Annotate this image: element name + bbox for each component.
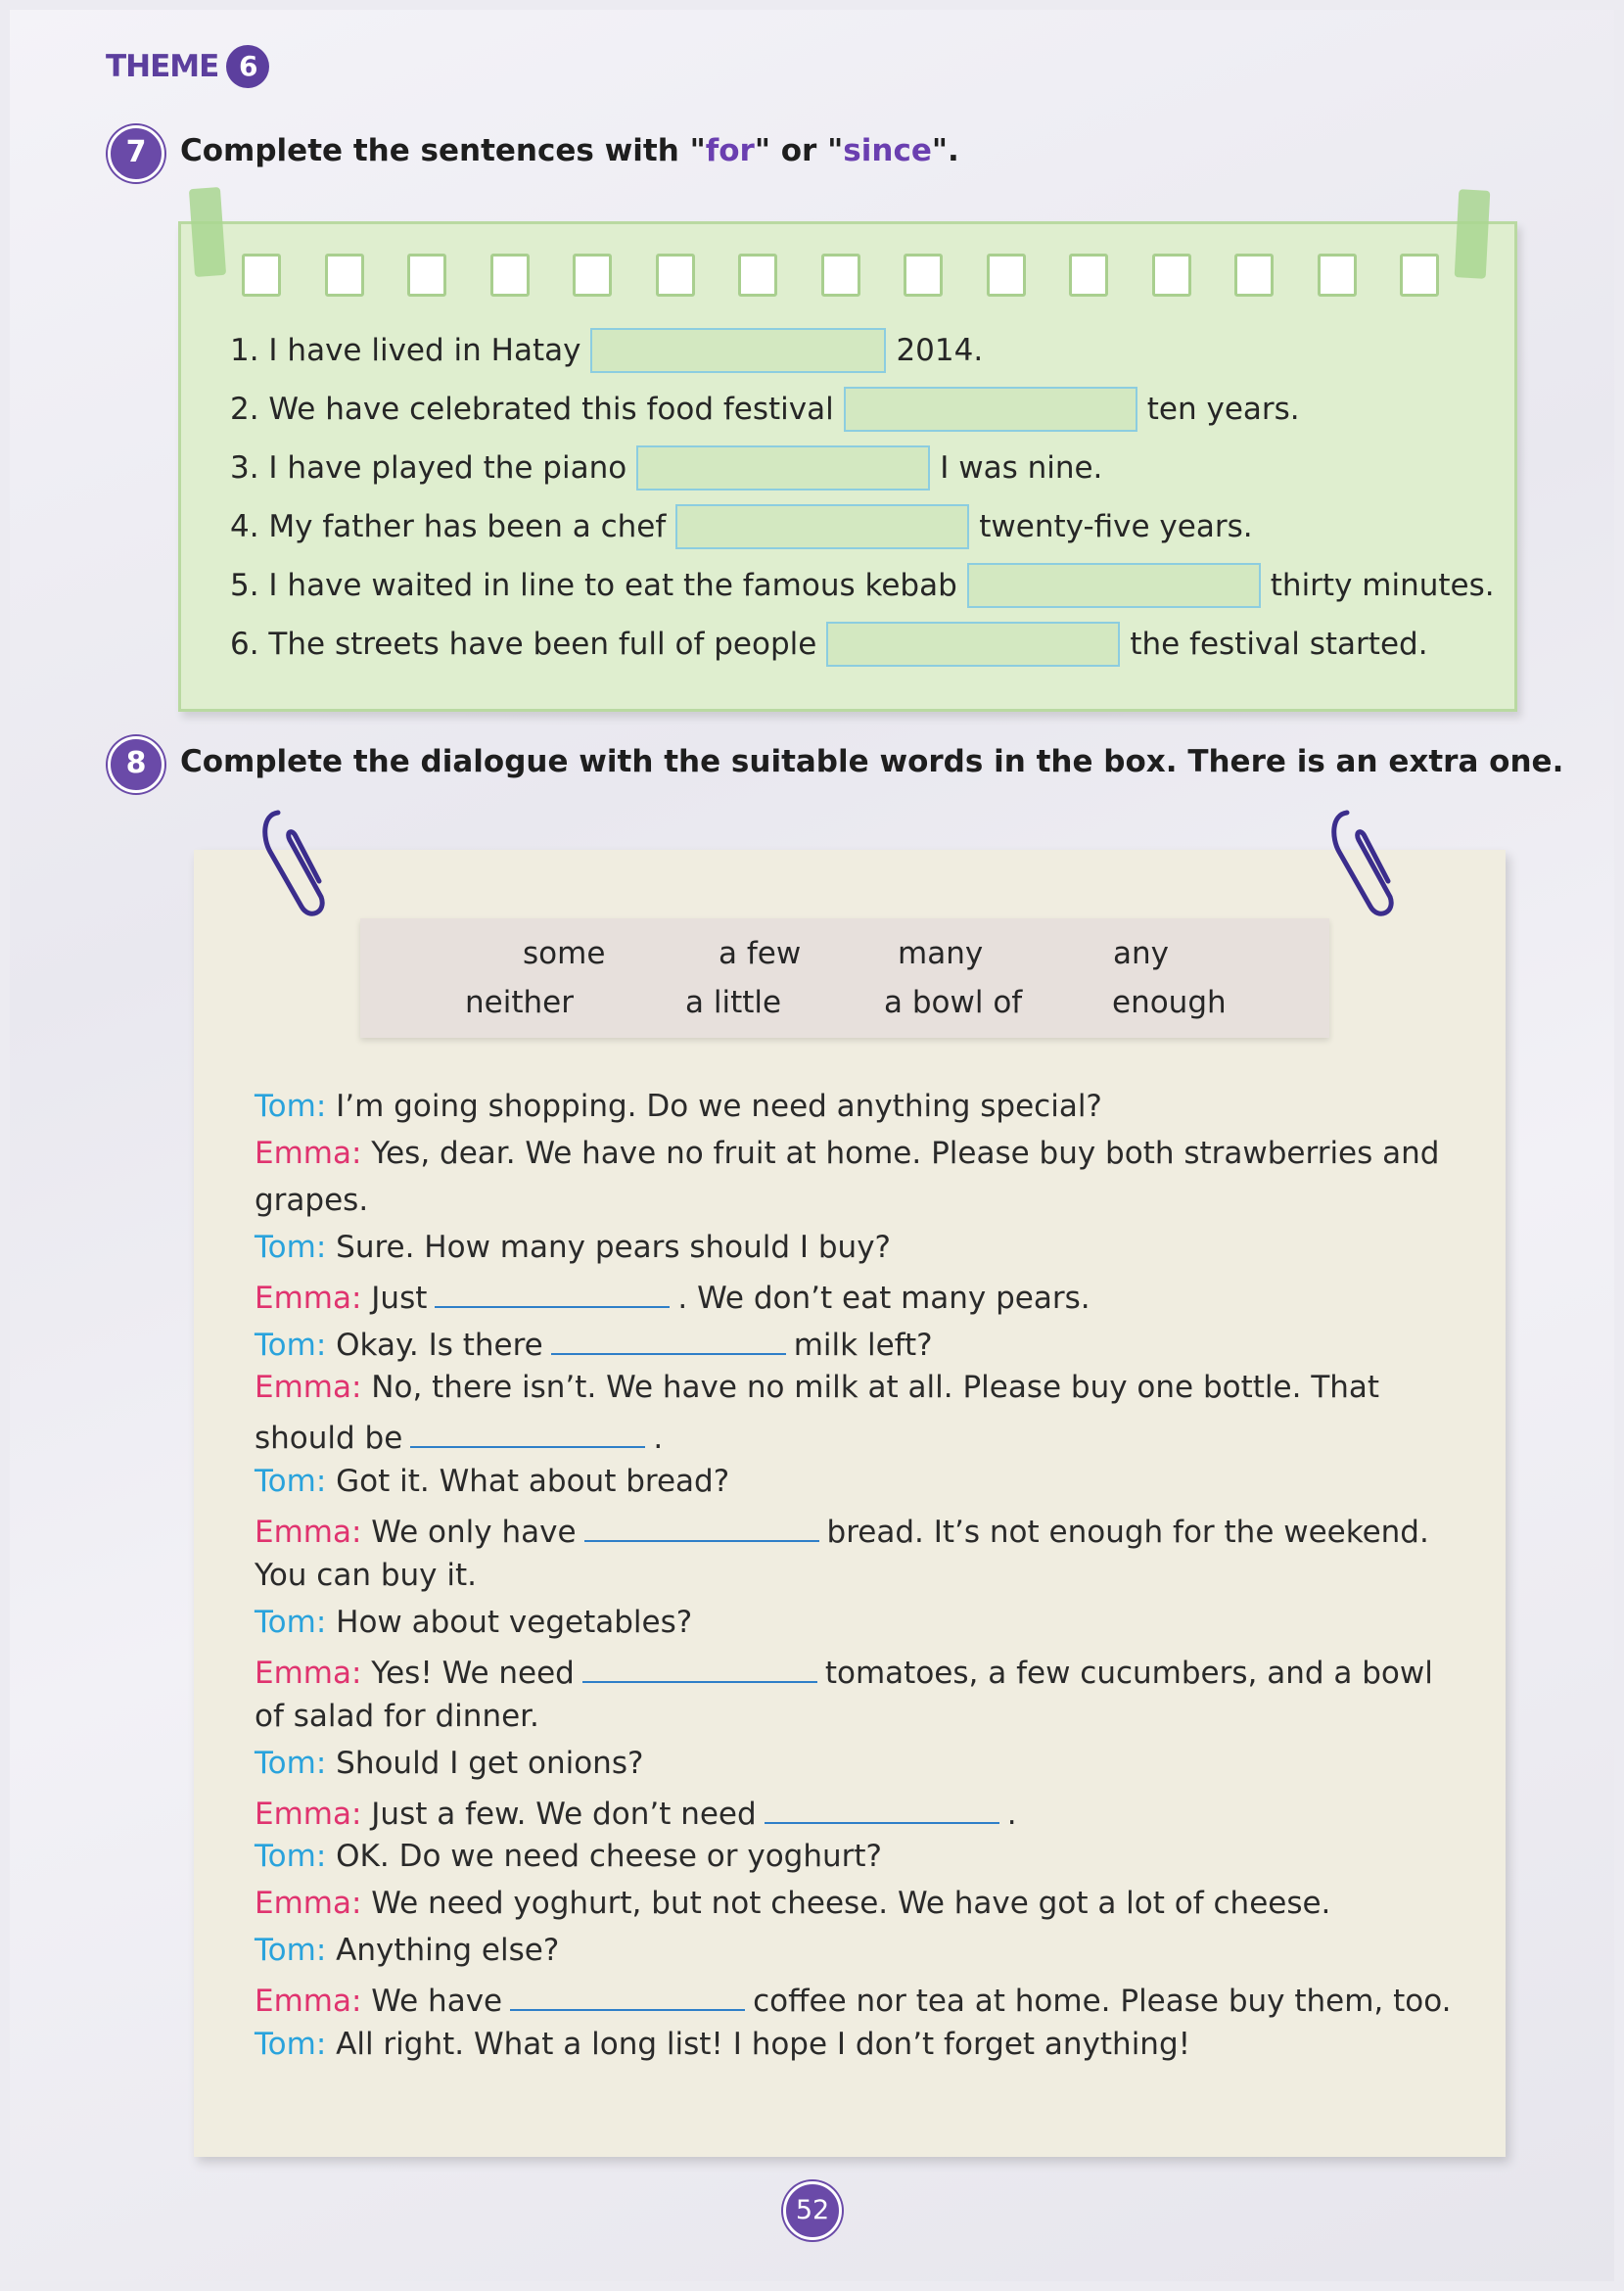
word-option: any: [1113, 936, 1169, 971]
dialogue-text: OK. Do we need cheese or yoghurt?: [326, 1839, 882, 1875]
sentence-end: ten years.: [1146, 392, 1300, 427]
paperclip-left-icon: [256, 805, 335, 922]
dialogue-line: [255, 2027, 1190, 2062]
exercise-8-number: 8: [108, 736, 164, 793]
dialogue-text: tomatoes, a few cucumbers, and a bowl: [824, 1655, 1433, 1691]
notebook-hole: [490, 254, 530, 297]
sentence-end: 2014.: [896, 333, 984, 368]
dialogue-line: [255, 1370, 1379, 1405]
word-option: neither: [465, 985, 574, 1020]
paperclip-right-icon: [1325, 805, 1404, 922]
speaker-name: Emma:: [255, 1135, 362, 1171]
answer-blank[interactable]: [551, 1324, 786, 1355]
speaker-name: Emma:: [255, 1655, 362, 1691]
answer-blank[interactable]: [765, 1793, 999, 1824]
notebook-hole: [1400, 254, 1439, 297]
sentence-6: [230, 622, 1428, 667]
notebook-hole: [821, 254, 860, 297]
notebook-hole: [1318, 254, 1357, 297]
dialogue-line: [255, 1558, 477, 1593]
keyword-since: since: [843, 133, 932, 168]
speaker-name: Tom:: [255, 1604, 327, 1640]
speaker-name: Emma:: [255, 1280, 362, 1316]
word-option: many: [898, 936, 984, 971]
sentence-end: twenty-five years.: [979, 509, 1253, 544]
dialogue-text: Got it. What about bread?: [326, 1464, 730, 1500]
sentence-1: [230, 328, 983, 373]
speaker-name: Tom:: [255, 1839, 327, 1875]
notebook-hole: [573, 254, 612, 297]
dialogue-text: We only have: [361, 1515, 577, 1551]
dialogue-text: No, there isn’t. We have no milk at all. Please buy one bottle. That: [361, 1370, 1380, 1406]
dialogue-line: [255, 1793, 1017, 1832]
exercise-7-number: 7: [108, 125, 164, 182]
dialogue-text: You can buy it.: [255, 1558, 477, 1593]
dialogue-text: Just a few. We don’t need: [361, 1796, 757, 1832]
answer-blank-3[interactable]: [636, 445, 930, 491]
dialogue-text: grapes.: [255, 1182, 369, 1218]
dialogue-line: [255, 1324, 933, 1363]
dialogue-line: [255, 1652, 1433, 1691]
dialogue-text: milk left?: [793, 1327, 933, 1363]
speaker-name: Tom:: [255, 1229, 327, 1265]
speaker-name: Tom:: [255, 1933, 327, 1969]
word-option: enough: [1112, 985, 1227, 1020]
tape-right: [1455, 189, 1491, 279]
dialogue-text: .: [653, 1421, 664, 1457]
dialogue-text: should be: [255, 1421, 403, 1457]
sentence-2: [230, 387, 1300, 432]
answer-blank-5[interactable]: [967, 563, 1261, 608]
notebook-hole: [242, 254, 281, 297]
speaker-name: Emma:: [255, 1796, 362, 1832]
speaker-name: Emma:: [255, 1886, 362, 1922]
theme-label: THEME: [106, 49, 219, 84]
tape-left: [189, 187, 226, 277]
notebook-hole: [407, 254, 446, 297]
dialogue-text: All right. What a long list! I hope I don’t forget anything!: [326, 2027, 1191, 2062]
sentence-start: 1. I have lived in Hatay: [230, 333, 581, 368]
dialogue-line: [255, 1746, 643, 1781]
sentence-end: thirty minutes.: [1270, 568, 1495, 603]
sentence-start: 6. The streets have been full of people: [230, 627, 817, 662]
dialogue-line: [255, 1417, 663, 1456]
keyword-for: for: [705, 133, 755, 168]
dialogue-text: I’m going shopping. Do we need anything special?: [326, 1089, 1102, 1124]
notebook-hole: [1234, 254, 1274, 297]
dialogue-line: [255, 1605, 692, 1640]
dialogue-text: We need yoghurt, but not cheese. We have got a lot of cheese.: [361, 1886, 1331, 1922]
notebook-hole: [1069, 254, 1108, 297]
sentence-start: 2. We have celebrated this food festival: [230, 392, 834, 427]
dialogue-text: of salad for dinner.: [255, 1698, 539, 1734]
answer-blank[interactable]: [510, 1980, 745, 2011]
dialogue-line: [255, 1699, 539, 1734]
speaker-name: Tom:: [255, 1745, 327, 1781]
dialogue-text: bread. It’s not enough for the weekend.: [826, 1515, 1429, 1551]
dialogue-line: [255, 1183, 368, 1218]
dialogue-text: Okay. Is there: [326, 1327, 543, 1363]
answer-blank-1[interactable]: [590, 328, 886, 373]
sentence-end: I was nine.: [940, 450, 1103, 486]
notebook-holes: [181, 254, 1514, 303]
page-number: 52: [783, 2181, 842, 2240]
exercise-8-instruction: Complete the dialogue with the suitable words in the box. There is an extra one.: [180, 744, 1564, 779]
dialogue-text: We have: [361, 1984, 503, 2020]
dialogue-text: Yes, dear. We have no fruit at home. Please buy both strawberries and: [361, 1135, 1440, 1171]
dialogue-text: Just: [361, 1280, 428, 1316]
sentence-start: 5. I have waited in line to eat the famous kebab: [230, 568, 957, 603]
speaker-name: Tom:: [255, 1327, 327, 1363]
word-option: a few: [719, 936, 802, 971]
speaker-name: Tom:: [255, 2027, 327, 2062]
speaker-name: Emma:: [255, 1515, 362, 1551]
dialogue-line: [255, 1886, 1330, 1921]
sentence-start: 4. My father has been a chef: [230, 509, 667, 544]
dialogue-line: [255, 1511, 1429, 1550]
notebook-hole: [325, 254, 364, 297]
speaker-name: Tom:: [255, 1464, 327, 1500]
sentence-4: [230, 504, 1253, 549]
sentence-5: [230, 563, 1495, 608]
sentence-start: 3. I have played the piano: [230, 450, 627, 486]
word-option: some: [523, 936, 606, 971]
instruction-text: " or ": [754, 133, 844, 168]
exercise-7-notebook: [178, 221, 1517, 712]
dialogue-text: coffee nor tea at home. Please buy them, too.: [753, 1984, 1452, 2020]
dialogue-text: Should I get onions?: [326, 1745, 644, 1781]
dialogue-line: [255, 1464, 729, 1499]
dialogue-line: [255, 1136, 1439, 1171]
instruction-text: ".: [931, 133, 959, 168]
speaker-name: Emma:: [255, 1984, 362, 2020]
dialogue-line: [255, 1277, 1090, 1316]
theme-header: [106, 47, 269, 86]
notebook-hole: [904, 254, 943, 297]
dialogue-line: [255, 1839, 882, 1874]
word-option: a little: [685, 985, 782, 1020]
dialogue-text: .: [1006, 1796, 1017, 1832]
answer-blank[interactable]: [410, 1417, 645, 1448]
notebook-hole: [1152, 254, 1191, 297]
answer-blank-6[interactable]: [826, 622, 1120, 667]
exercise-7-instruction: [180, 133, 959, 168]
sentence-3: [230, 445, 1102, 491]
dialogue-text: Sure. How many pears should I buy?: [326, 1229, 892, 1265]
notebook-hole: [656, 254, 695, 297]
dialogue-line: [255, 1980, 1452, 2019]
speaker-name: Tom:: [255, 1089, 327, 1124]
answer-blank-2[interactable]: [844, 387, 1137, 432]
instruction-text: Complete the sentences with ": [180, 133, 706, 168]
speaker-name: Emma:: [255, 1370, 362, 1406]
notebook-hole: [987, 254, 1026, 297]
answer-blank[interactable]: [584, 1511, 819, 1542]
word-option: a bowl of: [884, 985, 1023, 1020]
notebook-hole: [738, 254, 777, 297]
theme-number: 6: [226, 45, 269, 88]
dialogue-line: [255, 1230, 891, 1265]
answer-blank-4[interactable]: [675, 504, 969, 549]
answer-blank[interactable]: [582, 1652, 817, 1683]
dialogue-line: [255, 1933, 559, 1968]
dialogue-line: [255, 1089, 1102, 1124]
dialogue-text: Yes! We need: [361, 1655, 575, 1691]
answer-blank[interactable]: [435, 1277, 670, 1308]
dialogue-text: How about vegetables?: [326, 1604, 693, 1640]
dialogue-text: Anything else?: [326, 1933, 560, 1969]
dialogue-text: . We don’t eat many pears.: [677, 1280, 1090, 1316]
sentence-end: the festival started.: [1130, 627, 1428, 662]
